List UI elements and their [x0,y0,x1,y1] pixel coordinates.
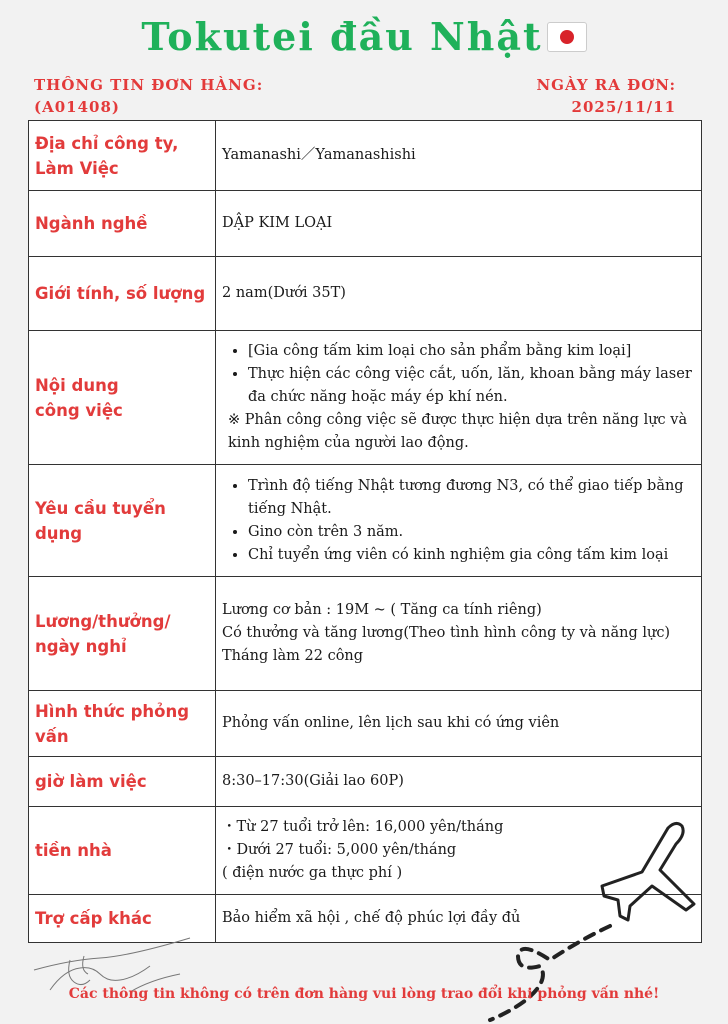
table-row [29,577,702,691]
date-value: 2025/11/11 [571,98,676,116]
table-row [29,757,702,807]
row-label: Địa chỉ công ty, Làm Việc [29,121,216,191]
row-value [216,465,702,577]
order-info [34,74,263,118]
table-row [29,331,702,465]
row-label: Hình thức phỏng vấn [29,691,216,757]
order-id: (A01408) [34,98,121,116]
row-label: Nội dung công việc [29,331,216,465]
content-note: ※ Phân công công việc sẽ được thực hiện dựa trên năng lực và kinh nghiệm của người lao động. [228,412,688,451]
row-value: Bảo hiểm xã hội , chế độ phúc lợi đầy đủ [216,895,702,943]
row-label: giờ làm việc [29,757,216,807]
salary-line: Tháng làm 22 công [222,648,364,664]
row-value: 8:30–17:30(Giải lao 60P) [216,757,702,807]
table-row [29,191,702,257]
row-value: 2 nam(Dưới 35T) [216,257,702,331]
requirements-list [222,475,695,567]
footer-note: Các thông tin không có trên đơn hàng vui lòng trao đổi khi phỏng vấn nhé! [68,986,660,1002]
flight-path [480,920,640,1024]
housing-line: ( điện nước ga thực phí ) [222,865,403,881]
row-value: Phỏng vấn online, lên lịch sau khi có ứng viên [216,691,702,757]
table-row [29,465,702,577]
list-item: • Gino còn trên 3 năm. [248,521,695,544]
japan-flag-icon [547,22,587,52]
row-label: Trợ cấp khác [29,895,216,943]
housing-line: ・Từ 27 tuổi trở lên: 16,000 yên/tháng [222,819,504,835]
page-title-text: Tokutei đầu Nhật [141,14,543,59]
date-label: NGÀY RA ĐƠN: [536,76,676,94]
row-value [216,331,702,465]
order-label: THÔNG TIN ĐƠN HÀNG: [34,76,264,94]
salary-line: Có thưởng và tăng lương(Theo tình hình công ty và năng lực) [222,625,671,641]
row-value [216,577,702,691]
table-row [29,257,702,331]
list-item: • Chỉ tuyển ứng viên có kinh nghiệm gia công tấm kim loại [248,544,695,567]
row-value: Yamanashi／Yamanashishi [216,121,702,191]
list-item: • Trình độ tiếng Nhật tương đương N3, có thể giao tiếp bằng tiếng Nhật. [248,475,695,521]
page-title [0,14,728,59]
row-value: DẬP KIM LOẠI [216,191,702,257]
table-row [29,121,702,191]
list-item: • Thực hiện các công việc cắt, uốn, lăn, khoan bằng máy laser đa chức năng hoặc máy ép khí nén. [248,363,695,409]
table-row [29,691,702,757]
row-label: Giới tính, số lượng [29,257,216,331]
list-item: • [Gia công tấm kim loại cho sản phẩm bằng kim loại] [248,340,695,363]
housing-line: ・Dưới 27 tuổi: 5,000 yên/tháng [222,842,457,858]
row-label: Ngành nghề [29,191,216,257]
row-label: Lương/thưởng/ ngày nghỉ [29,577,216,691]
row-label: tiền nhà [29,807,216,895]
airplane-icon [590,808,710,928]
row-label: Yêu cầu tuyển dụng [29,465,216,577]
salary-line: Lương cơ bản : 19M ~ ( Tăng ca tính riêng) [222,602,542,618]
content-list [222,340,695,409]
issue-date [536,74,676,118]
